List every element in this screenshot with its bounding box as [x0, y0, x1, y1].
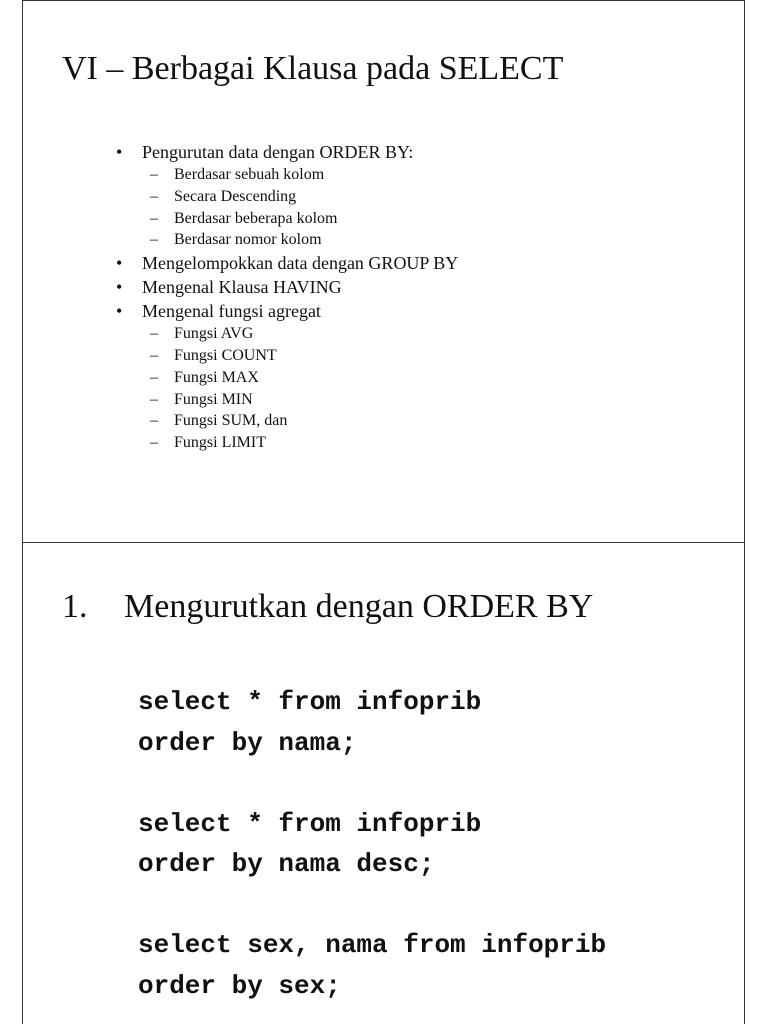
sub-item: – Fungsi COUNT: [150, 345, 458, 367]
slide-1-title: VI – Berbagai Klausa pada SELECT: [62, 50, 564, 87]
bullet-list: [116, 140, 458, 454]
sub-item: – Fungsi MIN: [150, 389, 458, 411]
sub-item: – Fungsi AVG: [150, 323, 458, 345]
sub-item: – Fungsi SUM, dan: [150, 410, 458, 432]
code-line: select sex, nama from infoprib: [138, 930, 607, 960]
bullet-text: Mengenal fungsi agregat: [142, 301, 321, 322]
bullet-text: Mengelompokkan data dengan GROUP BY: [142, 253, 459, 274]
code-line: select * from infoprib: [138, 808, 482, 839]
bullet-item: [116, 275, 458, 299]
sub-list: [142, 164, 458, 251]
section-title: Mengurutkan dengan ORDER BY: [124, 588, 594, 625]
sub-item: – Secara Descending: [150, 186, 458, 208]
code-line: order by nama;: [138, 727, 357, 758]
sub-item: – Berdasar beberapa kolom: [150, 208, 458, 230]
bullet-item: [116, 299, 458, 454]
sub-item: – Fungsi MAX: [150, 367, 458, 389]
sub-list: [142, 323, 458, 454]
bullet-text: Mengenal Klausa HAVING: [142, 277, 342, 298]
code-line: order by nama desc;: [138, 849, 435, 879]
sub-item: – Fungsi LIMIT: [150, 432, 458, 454]
code-line: order by sex;: [138, 970, 341, 1001]
slide-2-title: [62, 588, 593, 626]
sub-item: – Berdasar nomor kolom: [150, 229, 458, 251]
section-number: 1.: [62, 588, 88, 625]
code-line: select * from infoprib: [138, 687, 482, 717]
bullet-item: [116, 140, 458, 251]
bullet-item: [116, 251, 458, 275]
sql-code-block: [138, 682, 606, 1006]
bullet-text: Pengurutan data dengan ORDER BY:: [142, 142, 414, 162]
sub-item: – Berdasar sebuah kolom: [150, 164, 458, 186]
